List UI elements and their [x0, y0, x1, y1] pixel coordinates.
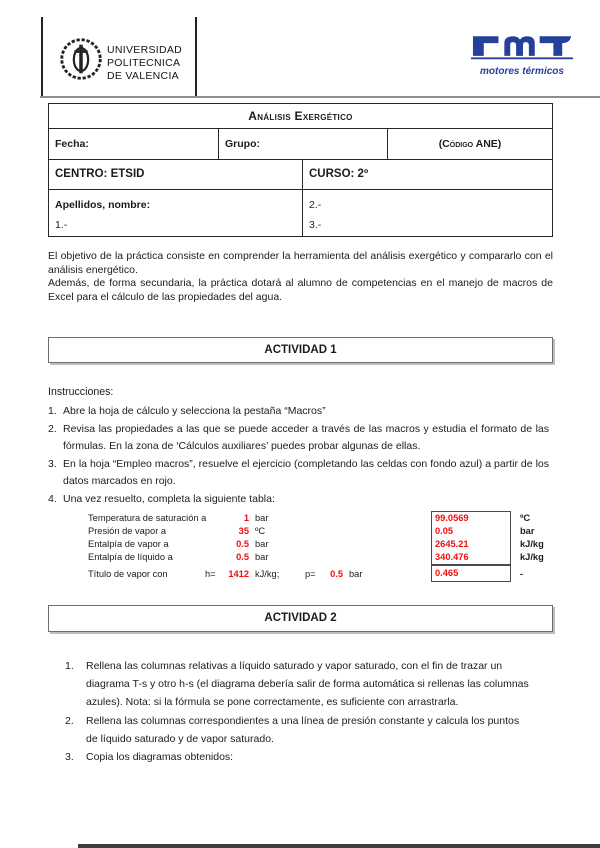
- student-1-line: 1.-: [55, 219, 68, 231]
- input-unit: ºC: [255, 526, 266, 536]
- list-item-number: 3.: [65, 751, 74, 764]
- row-label: Presión de vapor a: [88, 526, 167, 536]
- fecha-grupo-row: [49, 129, 552, 160]
- student-2-line: 2.-: [309, 199, 322, 211]
- p-unit: bar: [349, 569, 363, 579]
- cmt-mark-icon: [471, 33, 573, 60]
- result-value: 0.05: [435, 526, 454, 536]
- list-item: [65, 712, 531, 748]
- upv-seal-icon: [59, 37, 103, 86]
- list-item-text: Abre la hoja de cálculo y selecciona la pestaña “Macros”: [63, 405, 326, 417]
- header-horizontal-rule: [40, 96, 600, 98]
- result-unit: kJ/kg: [520, 552, 544, 562]
- list-item-number: 1.: [48, 405, 57, 417]
- list-item: [65, 748, 531, 766]
- curso-value: CURSO: 2º: [309, 168, 369, 180]
- header-divider-rule: [195, 17, 197, 96]
- list-item: [48, 456, 549, 491]
- row-label: Entalpía de líquido a: [88, 552, 173, 562]
- apellidos-cell: [49, 190, 303, 236]
- result-unit: -: [520, 569, 524, 579]
- input-unit: bar: [255, 513, 269, 523]
- header-left-rule: [41, 17, 43, 96]
- input-unit: bar: [255, 539, 269, 549]
- result-unit: bar: [520, 526, 535, 536]
- p-symbol: p=: [305, 569, 316, 579]
- input-value: 1: [243, 513, 249, 523]
- list-item-number: 2.: [48, 422, 57, 435]
- actividad-2-heading: ACTIVIDAD 2: [48, 605, 553, 632]
- result-value: 2645.21: [435, 539, 469, 549]
- result-unit: kJ/kg: [520, 539, 544, 549]
- cmt-logo: [467, 33, 577, 77]
- list-item-text: Rellena las columnas correspondientes a una línea de presión constante y calcula los puntos de líquido saturado y de vapor saturado.: [86, 714, 520, 745]
- result-value: 340.476: [435, 552, 469, 562]
- row-label: Entalpía de vapor a: [88, 539, 169, 549]
- exercise-results-table: [88, 512, 553, 581]
- list-item: [48, 403, 549, 421]
- students-cell: [303, 190, 552, 236]
- objective-paragraph-2: Además, de forma secundaria, la práctica dotará al alumno de competencias en el manejo de macros de Excel para el cálculo de las propiedades del agua.: [48, 277, 553, 303]
- cmt-subtitle: motores térmicos: [480, 66, 564, 77]
- list-item: [48, 491, 549, 509]
- list-item-number: 1.: [65, 660, 74, 672]
- list-item-text: Una vez resuelto, completa la siguiente tabla:: [63, 492, 275, 505]
- list-item: [65, 657, 531, 712]
- next-page-edge: [78, 844, 600, 848]
- instrucciones-label: Instrucciones:: [48, 386, 114, 398]
- codigo-label: (Código ANE): [438, 138, 502, 150]
- result-units-column: [520, 512, 544, 583]
- objective-paragraph-1: El objetivo de la práctica consiste en comprender la herramienta del análisis exergético y compararlo con el análisis energético.: [48, 250, 553, 276]
- h-unit: kJ/kg;: [255, 569, 280, 579]
- practice-info-table: [48, 103, 553, 237]
- p-value: 0.5: [330, 569, 343, 579]
- centro-value: CENTRO: ETSID: [49, 160, 303, 189]
- centro-curso-row: [49, 160, 552, 190]
- practice-title: Análisis Exergético: [49, 104, 552, 129]
- h-value: 1412: [228, 569, 249, 579]
- actividad-2-list: [65, 657, 531, 766]
- objective-paragraphs: [48, 250, 553, 304]
- grupo-label: Grupo:: [219, 129, 388, 159]
- input-value: 0.5: [236, 539, 249, 549]
- actividad-1-list: [48, 403, 549, 509]
- results-box: [431, 511, 511, 565]
- apellidos-label: Apellidos, nombre:: [55, 199, 151, 211]
- result-value: 99.0569: [435, 513, 469, 523]
- list-item-text: Rellena las columnas relativas a líquido saturado y vapor saturado, con el fin de trazar un diagrama T-s y otro h-s (el diagrama debería salir de forma automática si rellenas las columnas azules). Nota: si la fórmula se pone correctamente, es suficiente con arrastrarla.: [86, 660, 529, 709]
- upv-line-3: DE VALENCIA: [107, 69, 179, 82]
- result-value: 0.465: [431, 565, 511, 582]
- fecha-label: Fecha:: [49, 129, 219, 159]
- row-label: Título de vapor con: [88, 569, 168, 579]
- input-unit: bar: [255, 552, 269, 562]
- list-item-text: En la hoja “Empleo macros”, resuelve el ejercicio (completando las celdas con fondo azul) a partir de los datos marcados en rojo.: [63, 457, 549, 488]
- list-item-number: 2.: [65, 714, 74, 727]
- input-value: 0.5: [236, 552, 249, 562]
- list-item-text: Copia los diagramas obtenidos:: [86, 751, 234, 764]
- apellidos-row: [49, 190, 552, 236]
- student-3-line: 3.-: [309, 219, 322, 231]
- upv-wordmark: [107, 44, 182, 82]
- result-unit: ºC: [520, 513, 531, 523]
- list-item-text: Revisa las propiedades a las que se puede acceder a través de las macros y estudia el formato de las fórmulas. En la zona de ‘Cálculos auxiliares’ puedes probar algunas de ellas.: [63, 422, 549, 453]
- upv-line-2: POLITECNICA: [107, 56, 181, 69]
- upv-line-1: UNIVERSIDAD: [107, 44, 183, 56]
- row-label: Temperatura de saturación a: [88, 513, 207, 523]
- list-item-number: 3.: [48, 457, 57, 470]
- input-value: 35: [238, 526, 249, 536]
- list-item: [48, 421, 549, 456]
- h-symbol: h=: [205, 569, 216, 579]
- list-item-number: 4.: [48, 492, 57, 505]
- actividad-1-heading: ACTIVIDAD 1: [48, 337, 553, 363]
